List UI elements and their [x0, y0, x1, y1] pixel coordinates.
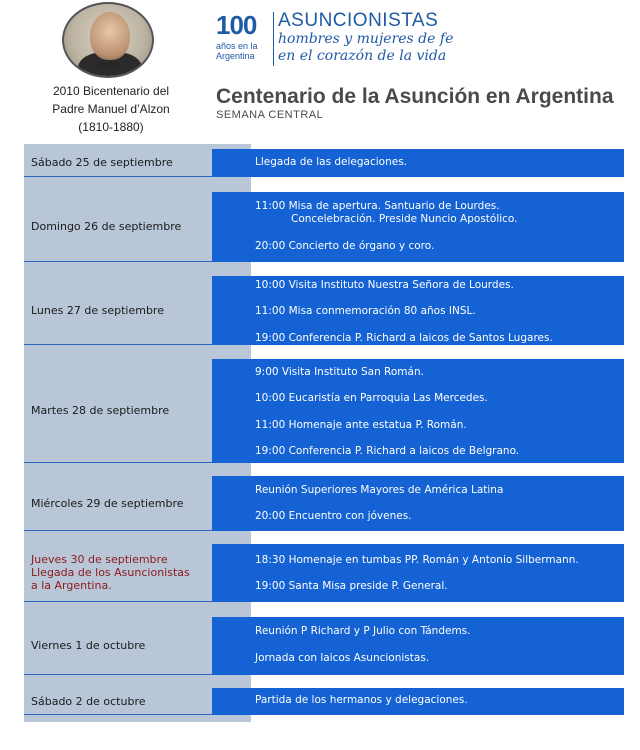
- event-item: Reunión P Richard y P Julio con Tándems.: [255, 625, 471, 637]
- schedule-day: [24, 276, 212, 345]
- schedule-events: [212, 544, 624, 602]
- event-item: 10:00 Visita Instituto Nuestra Señora de Lourdes.: [255, 279, 514, 291]
- portrait-face: [90, 12, 130, 60]
- schedule-events: [212, 617, 624, 675]
- day-label-line: Llegada de los Asuncionistas: [31, 566, 190, 579]
- medallion-caption: [36, 82, 186, 136]
- event-item: Jornada con laicos Asuncionistas.: [255, 652, 430, 664]
- anniversary-sub-line: años en la: [216, 41, 258, 51]
- event-item: 20:00 Encuentro con jóvenes.: [255, 510, 412, 522]
- caption-line: 2010 Bicentenario del: [52, 84, 170, 98]
- schedule-events: [212, 192, 624, 262]
- schedule-day: [24, 476, 212, 531]
- event-item: Llegada de las delegaciones.: [255, 156, 408, 168]
- event-item: 11:00 Homenaje ante estatua P. Román.: [255, 419, 467, 431]
- schedule-day: [24, 192, 212, 262]
- page-subtitle: SEMANA CENTRAL: [216, 109, 324, 121]
- schedule-events: [212, 688, 624, 715]
- event-item: 19:00 Conferencia P. Richard a laicos de Belgrano.: [255, 445, 520, 457]
- tagline-line: en el corazón de la vida: [278, 48, 447, 64]
- day-label-line: Miércoles 29 de septiembre: [31, 496, 184, 510]
- schedule-row: [24, 359, 624, 463]
- schedule-day: [24, 544, 212, 602]
- schedule-row: [24, 688, 624, 715]
- medallion-year: 2010: [97, 61, 119, 70]
- caption-line: Padre Manuel d’Alzon: [52, 102, 170, 116]
- day-label-line: Martes 28 de septiembre: [31, 404, 170, 417]
- schedule-events: [212, 359, 624, 463]
- schedule-row: [24, 617, 624, 675]
- day-label-line: Viernes 1 de octubre: [31, 639, 146, 652]
- day-label-line: Sábado 25 de septiembre: [31, 156, 173, 169]
- schedule-row: [24, 476, 624, 531]
- schedule-row: [24, 544, 624, 602]
- dalzon-medallion: [62, 2, 154, 78]
- event-item: 9:00 Visita Instituto San Román.: [255, 366, 424, 378]
- event-item: Concelebración. Preside Nuncio Apostólico.: [291, 213, 518, 225]
- logo-tagline: [278, 31, 453, 65]
- event-item: Reunión Superiores Mayores de América Latina: [255, 484, 504, 496]
- page-title: Centenario de la Asunción en Argentina: [216, 85, 614, 108]
- event-item: 20:00 Concierto de órgano y coro.: [255, 240, 435, 252]
- schedule-row: [24, 276, 624, 345]
- schedule-day: [24, 688, 212, 715]
- logo-divider: [273, 12, 274, 66]
- day-label-line: Sábado 2 de octubre: [31, 694, 146, 708]
- event-item: 11:00 Misa de apertura. Santuario de Lourdes.: [255, 200, 500, 212]
- event-item: 10:00 Eucaristía en Parroquia Las Mercedes.: [255, 392, 488, 404]
- tagline-line: hombres y mujeres de fe: [278, 31, 454, 47]
- schedule-events: [212, 476, 624, 531]
- anniversary-subtitle: [216, 41, 276, 61]
- day-label-line: Domingo 26 de septiembre: [31, 220, 182, 233]
- day-label-line: Jueves 30 de septiembre: [31, 553, 168, 566]
- schedule-day: [24, 359, 212, 463]
- schedule-events: [212, 276, 624, 345]
- event-item: 18:30 Homenaje en tumbas PP. Román y Antonio Silbermann.: [255, 554, 579, 566]
- event-item: 19:00 Conferencia P. Richard a laicos de Santos Lugares.: [255, 332, 553, 344]
- schedule-events: [212, 149, 624, 177]
- day-label-line: Lunes 27 de septiembre: [31, 303, 164, 317]
- schedule-day: [24, 617, 212, 675]
- schedule-row: [24, 192, 624, 262]
- event-item: Partida de los hermanos y delegaciones.: [255, 694, 468, 706]
- anniversary-sub-line: Argentina: [216, 51, 255, 61]
- event-item: 19:00 Santa Misa preside P. General.: [255, 580, 448, 592]
- anniversary-number: 100: [216, 10, 257, 40]
- schedule-row: [24, 149, 624, 177]
- caption-line: (1810-1880): [78, 120, 144, 134]
- event-item: 11:00 Misa conmemoración 80 años INSL.: [255, 305, 476, 317]
- logo-title: ASUNCIONISTAS: [278, 10, 439, 31]
- schedule-day: [24, 149, 212, 177]
- day-label-line: a la Argentina.: [31, 579, 112, 592]
